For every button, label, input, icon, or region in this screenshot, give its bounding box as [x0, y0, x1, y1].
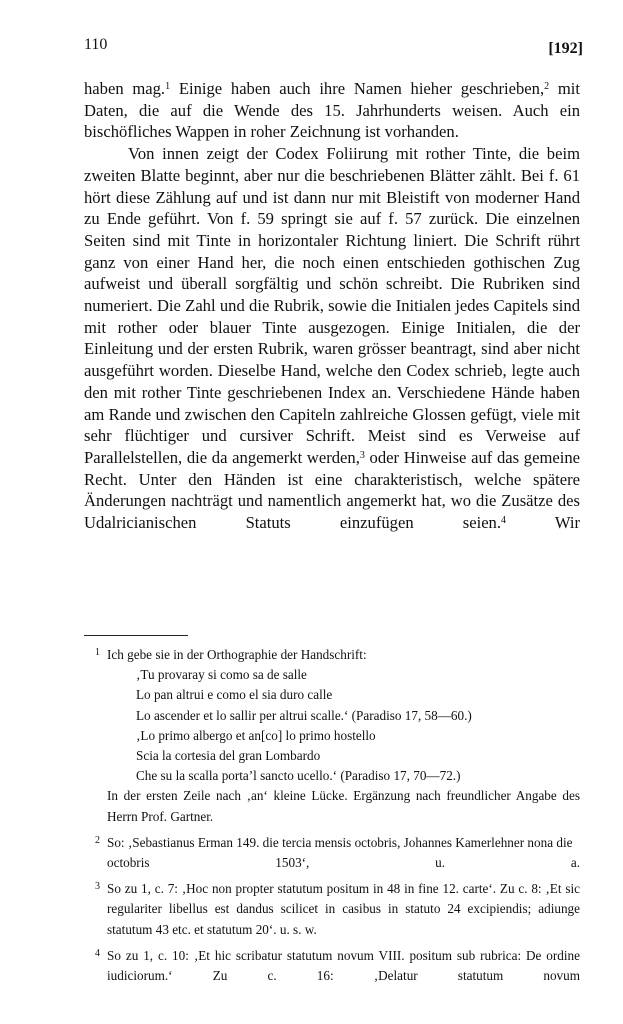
footnote-3 — [84, 879, 580, 940]
text-run: Von innen zeigt der Codex Foliirung mit rother Tinte, die beim zweiten Blatte beginnt, aber nur die beschriebenen Blätter zählt. Bei f. 61 hört diese Zählung auf und ist dann nur mit Bleistift von moderner Hand zu Ende geführt. Von f. 59 springt sie auf f. 57 zurück. Die einzelnen Seiten sind mit Tinte in horizontaler Richtung liniert. Die Schrift rührt ganz von einer Hand her, die noch einen entschieden gothischen Zug aufweist und überall sorgfältig und schön schreibt. Die Rubriken sind numeriert. Die Zahl und die Rubrik, sowie die Initialen jedes Capitels sind mit rother oder blauer Tinte ausgezogen. Einige Initialen, die der Einleitung und der ersten Rubrik, waren grösser beantragt, sind aber nicht ausgeführt worden. Dieselbe Hand, welche den Codex schrieb, legte auch den mit rother Tinte geschriebenen Index an. Verschiedene Hände haben am Rande und zwischen den Capiteln zahlreiche Glossen gefügt, viele mit sehr flüchtiger und cursiver Schrift. Meist sind es Verweise auf Parallelstellen, die da angemerkt werden, — [84, 144, 580, 467]
footnote-text: So: ‚Sebastianus Erman 149. die tercia mensis octobris, Johannes Kamerlehner nona die octobris 1503‘, u. a. — [107, 834, 580, 871]
footnote-ref-2[interactable]: 2 — [544, 81, 550, 92]
footnote-divider — [84, 635, 188, 636]
footnote-number: 2 — [95, 834, 100, 846]
footnote-ref-3[interactable]: 3 — [359, 449, 365, 461]
text-run: oder Hinweise auf das gemeine Recht. Unter den Händen ist eine charakteristisch, welche spätere Änderungen nachträgt und namentlich angemerkt hat, wo die Zusätze des Udalricianischen Statuts einzufügen seien. — [84, 447, 580, 533]
poem-line: ‚Tu provaray si como sa de salle — [136, 667, 307, 683]
running-header — [84, 36, 583, 60]
text-run: mit Daten, die auf die Wende des 15. Jahrhunderts weisen. Auch ein bischöfliches Wappen in roher Zeichnung ist vorhanden. — [84, 79, 580, 142]
paragraph-2 — [84, 143, 580, 534]
footnote-1 — [84, 645, 580, 827]
poem-stanza-2 — [136, 726, 580, 787]
poem-line: Scia la cortesia del gran Lombardo — [136, 748, 321, 764]
poem-line: Lo pan altrui e como el sia duro calle — [136, 687, 333, 703]
footnote-4 — [84, 946, 580, 986]
poem-line: ‚Lo primo albergo et an[co] lo primo hostello — [136, 727, 376, 743]
footnote-ref-1[interactable]: 1 — [165, 81, 171, 92]
text-run: Wir — [506, 513, 580, 533]
page-number: 110 — [84, 36, 108, 53]
footnote-note: In der ersten Zeile nach ‚an‘ kleine Lücke. Ergänzung nach freundlicher Angabe des Herrn Prof. Gartner. — [107, 788, 580, 824]
text-run: haben mag. — [84, 79, 166, 98]
footnote-number: 4 — [95, 947, 100, 959]
footnote-text: So zu 1, c. 7: ‚Hoc non propter statutum positum in 48 in fine 12. carte‘. Zu c. 8: ‚Et sic regulariter libellus est dandus scilicet in casibus in statuto 24 excipiendis; adiunge statutum 43 etc. et statutum 20‘. u. s. w. — [107, 881, 580, 937]
signature-mark: [192] — [548, 40, 583, 57]
footnote-text: So zu 1, c. 10: ‚Et hic scribatur statutum novum VIII. positum sub rubrica: De ordine iudiciorum.‘ Zu c. 16: ‚Delatur statutum novum — [107, 947, 580, 984]
footnotes — [84, 645, 580, 986]
footnote-ref-4[interactable]: 4 — [501, 515, 507, 527]
footnote-text: Ich gebe sie in der Orthographie der Handschrift: — [107, 647, 367, 662]
footnote-number: 3 — [95, 881, 100, 893]
main-text — [84, 78, 580, 534]
footnote-number: 1 — [95, 647, 100, 658]
poem-line: Lo ascender et lo sallir per altrui scalle.‘ (Paradiso 17, 58—60.) — [136, 707, 472, 723]
footnote-2 — [84, 833, 580, 873]
poem-line: Che su la scalla porta’l sancto ucello.‘ (Paradiso 17, 70—72.) — [136, 768, 461, 784]
text-run: Einige haben auch ihre Namen hieher geschrieben, — [170, 79, 545, 98]
paragraph-1 — [84, 78, 580, 143]
poem-stanza-1 — [136, 665, 580, 726]
